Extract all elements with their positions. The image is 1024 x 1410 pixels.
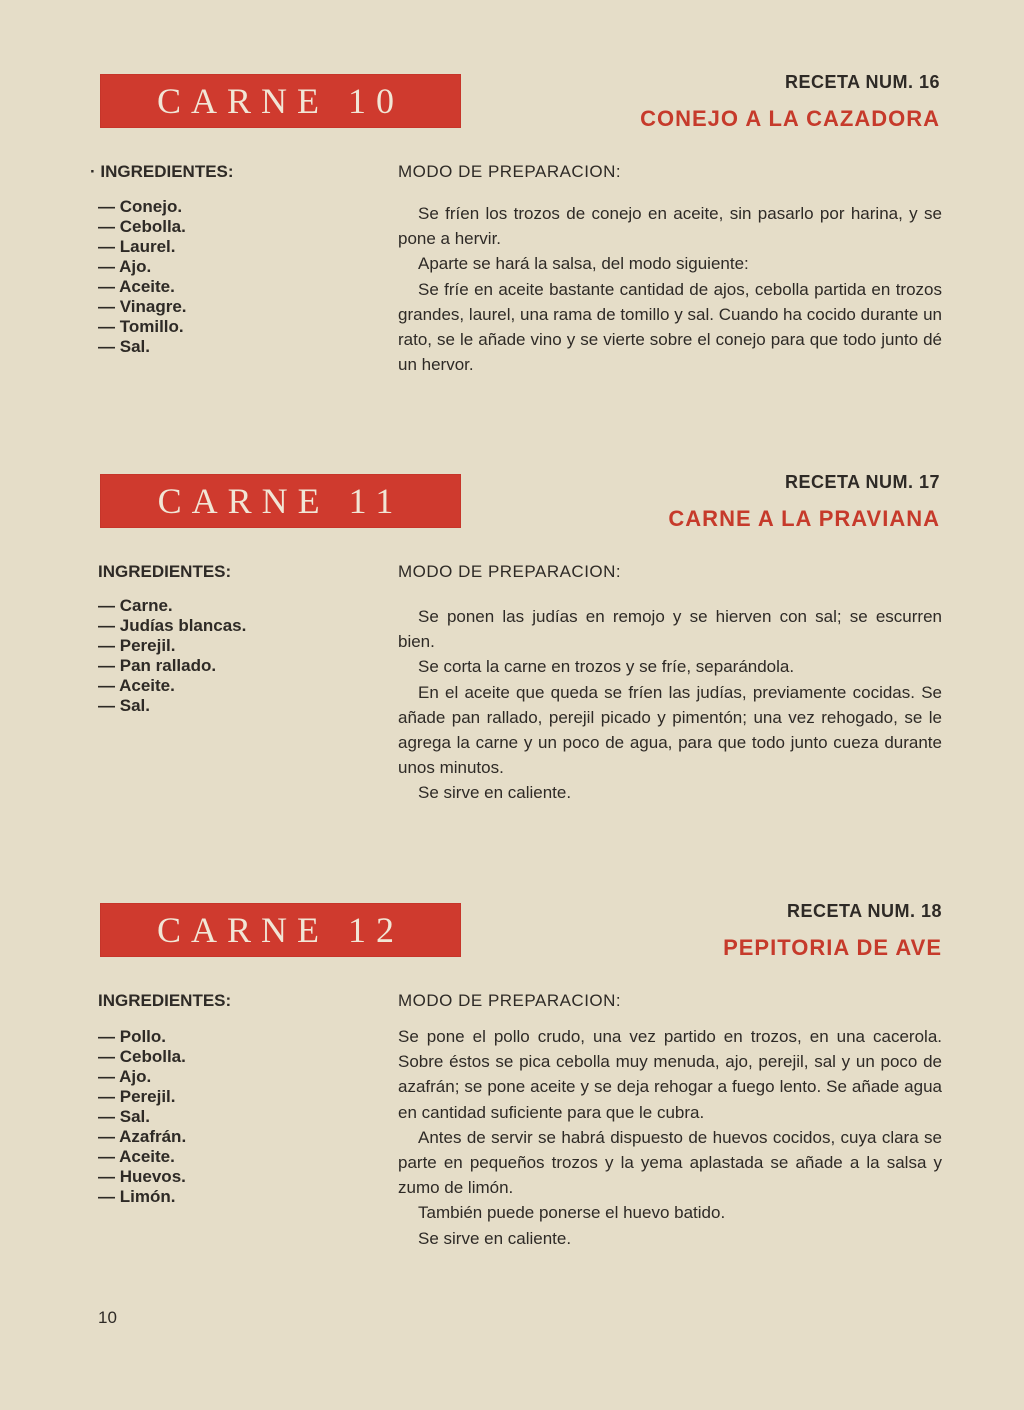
- ingredients-heading: INGREDIENTES:: [98, 562, 232, 581]
- recipe-number: RECETA NUM. 18: [786, 901, 942, 921]
- ingredient-item: — Carne.: [98, 596, 246, 616]
- ingredient-item: — Limón.: [98, 1187, 186, 1207]
- ingredients-heading: INGREDIENTES:: [98, 991, 232, 1010]
- method-paragraph: Se fríe en aceite bastante cantidad de ajos, cebolla partida en trozos grandes, laurel, una rama de tomillo y sal. Cuando ha cocido durante un rato, se le añade vino y se vierte sobre el conejo para que todo junto dé un hervor.: [398, 279, 942, 375]
- section-banner: [100, 474, 461, 528]
- banner-title: CARNE 10: [156, 81, 404, 121]
- method-paragraph: En el aceite que queda se fríen las judías, previamente cocidas. Se añade pan rallado, perejil picado y pimentón; una vez rehogado, se le agrega la carne y un poco de agua, para que todo junto cueza durante unos minutos.: [398, 682, 942, 778]
- method-paragraph: Se corta la carne en trozos y se fríe, separándola.: [418, 657, 795, 677]
- ingredient-item: — Cebolla.: [98, 217, 187, 237]
- method-paragraph: También puede ponerse el huevo batido.: [418, 1203, 726, 1223]
- page-number: 10: [98, 1308, 117, 1327]
- ingredients-list: [98, 1027, 186, 1207]
- ingredient-item: — Huevos.: [98, 1167, 186, 1187]
- ingredient-item: — Pollo.: [98, 1027, 186, 1047]
- method-paragraph: Antes de servir se habrá dispuesto de huevos cocidos, cuya clara se parte en pequeños trozos y la yema aplastada se añade a la salsa y zumo de limón.: [398, 1127, 942, 1198]
- section-banner: [100, 903, 461, 957]
- ingredient-item: — Sal.: [98, 1107, 186, 1127]
- method-paragraph: Aparte se hará la salsa, del modo siguiente:: [418, 254, 749, 274]
- ingredients-heading: · INGREDIENTES:: [90, 162, 234, 181]
- ingredient-item: — Tomillo.: [98, 317, 187, 337]
- ingredient-item: — Azafrán.: [98, 1127, 186, 1147]
- ingredient-item: — Aceite.: [98, 277, 187, 297]
- ingredient-item: — Aceite.: [98, 676, 246, 696]
- method-paragraph: Se sirve en caliente.: [418, 1228, 572, 1248]
- ingredient-item: — Ajo.: [98, 1067, 186, 1087]
- ingredient-item: — Perejil.: [98, 1087, 186, 1107]
- recipe-name: CARNE A LA PRAVIANA: [668, 506, 940, 531]
- ingredient-item: — Sal.: [98, 696, 246, 716]
- banner-title: CARNE 11: [157, 481, 404, 521]
- method-text: [398, 604, 942, 806]
- ingredient-item: — Ajo.: [98, 257, 187, 277]
- ingredients-list: [98, 197, 187, 357]
- ingredient-item: — Pan rallado.: [98, 656, 246, 676]
- method-heading: MODO DE PREPARACION:: [398, 562, 622, 581]
- ingredient-item: — Laurel.: [98, 237, 187, 257]
- method-paragraph: Se ponen las judías en remojo y se hierven con sal; se escurren bien.: [398, 607, 942, 652]
- ingredient-item: — Vinagre.: [98, 297, 187, 317]
- ingredient-item: — Perejil.: [98, 636, 246, 656]
- banner-title: CARNE 12: [156, 910, 404, 950]
- method-heading: MODO DE PREPARACION:: [398, 162, 622, 181]
- ingredient-item: — Sal.: [98, 337, 187, 357]
- ingredient-item: — Judías blancas.: [98, 616, 246, 636]
- method-text: [398, 201, 942, 377]
- method-paragraph: Se sirve en caliente.: [418, 783, 572, 803]
- recipe-name: PEPITORIA DE AVE: [723, 935, 942, 960]
- recipe-number: RECETA NUM. 17: [784, 472, 940, 492]
- ingredient-item: — Cebolla.: [98, 1047, 186, 1067]
- method-paragraph: Se pone el pollo crudo, una vez partido en trozos, en una cacerola. Sobre éstos se pica cebolla muy menuda, ajo, perejil, sal y un poco de azafrán; se pone aceite y se deja rehogar a fuego lento. Se añade agua en cantidad suficiente para que le cubra.: [398, 1027, 942, 1122]
- ingredient-item: — Aceite.: [98, 1147, 186, 1167]
- section-banner: [100, 74, 461, 128]
- ingredients-list: [98, 596, 246, 716]
- method-heading: MODO DE PREPARACION:: [398, 991, 622, 1010]
- method-text: [398, 1024, 942, 1251]
- method-paragraph: Se fríen los trozos de conejo en aceite, sin pasarlo por harina, y se pone a hervir.: [398, 204, 942, 249]
- recipe-name: CONEJO A LA CAZADORA: [640, 106, 940, 131]
- recipe-number: RECETA NUM. 16: [784, 72, 940, 92]
- ingredient-item: — Conejo.: [98, 197, 187, 217]
